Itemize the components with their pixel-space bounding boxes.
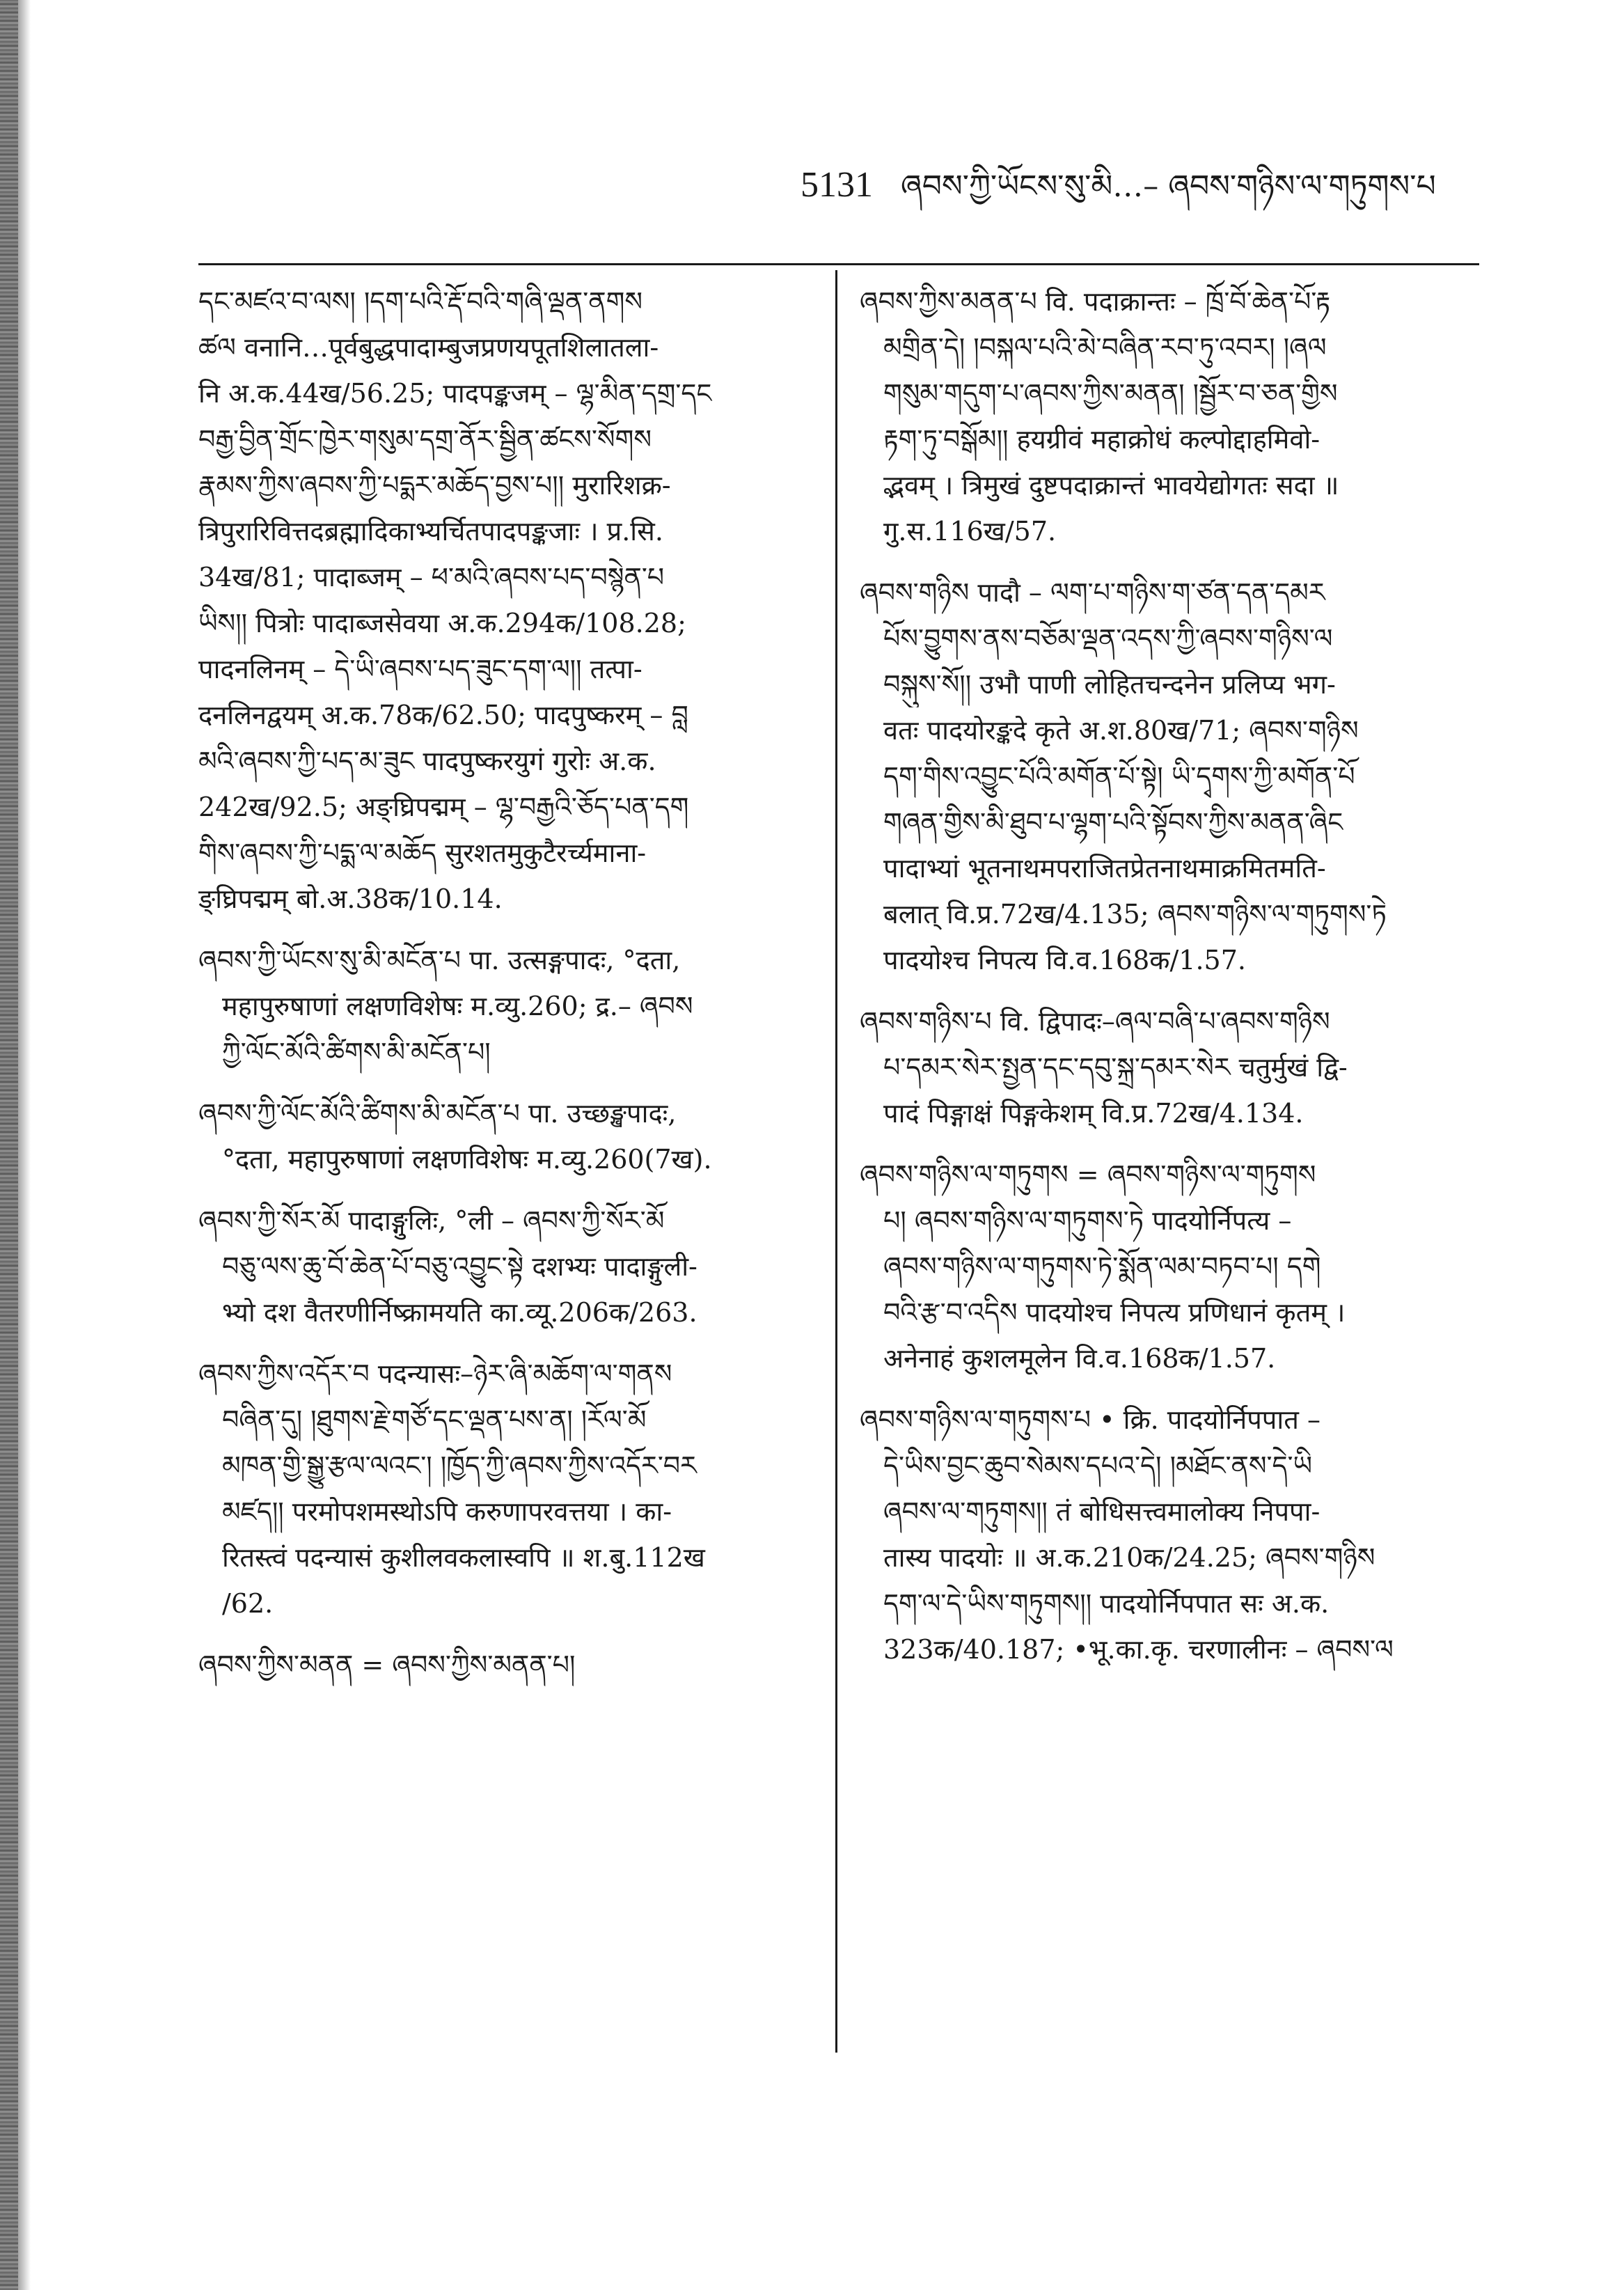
headword-line: ཞབས་ཀྱིས་མནན = ཞབས་ཀྱིས་མནན་པ།: [198, 1649, 576, 1680]
entry-line: अनेनाहं कुशलमूलेन वि.व.168क/1.57.: [883, 1343, 1276, 1374]
entry-line: པ་དམར་སེར་སྤྱན་དང་དབུ་སྐྲ་དམར་སེར चतुर्मुखं द्वि-: [883, 1052, 1348, 1083]
entry-line: पादयोश्च निपत्य वि.व.168क/1.57.: [883, 945, 1246, 975]
entry-line: དེ་ཡིས་བྱང་ཆུབ་སེམས་དཔའ་དེ། །མཐོང་ནས་དེ་ཡི: [883, 1450, 1313, 1481]
headword-line: ཞབས་གཉིས་ལ་གཏུགས་པ • क्रि. पादयोर्निपपात –: [860, 1404, 1321, 1435]
entry-line: རྟག་ཏུ་བསྒོམ།། हयग्रीवं महाक्रोधं कल्पोद्दाहमिवो-: [883, 424, 1321, 455]
dictionary-entry: [198, 1642, 814, 1688]
entry-line: पादनलिनम् – དེ་ཡི་ཞབས་པད་ཟུང་དག་ལ།། तत्पा-: [198, 654, 642, 684]
dictionary-entry: [198, 1090, 814, 1182]
dictionary-entry: [198, 1351, 814, 1626]
entry-line: पादाभ्यां भूतनाथमपराजितप्रेतनाथमाक्रमितमति-: [883, 853, 1326, 884]
entry-line: མའི་ཞབས་ཀྱི་པད་མ་ཟུང पादपुष्करयुगं गुरोः अ.क.: [198, 746, 656, 776]
entry-line: ཀྱི་ལོང་མོའི་ཚིགས་མི་མངོན་པ།: [222, 1037, 491, 1067]
headword-line: ཞབས་གཉིས་པ वि. द्विपादः–ཞལ་བཞི་པ་ཞབས་གཉིས: [860, 1006, 1330, 1037]
entry-line: བརྒྱ་བྱིན་གྲོང་ཁྱེར་གསུམ་དགྲ་ནོར་སྦྱིན་ཚངས་སོགས: [198, 424, 652, 455]
entry-line: 34ख/81; पादाब्जम् – ཕ་མའི་ཞབས་པད་བསྙེན་པ: [198, 562, 665, 593]
entry-line: དག་གིས་འབྱུང་པོའི་མགོན་པོ་སྟེ། ཡི་དྭགས་ཀྱི་མགོན་པོ: [883, 761, 1355, 792]
entry-line: མཁན་གྱི་སྒྱུ་རྩལ་ལའང་། །ཁྱོད་ཀྱི་ཞབས་ཀྱིས་འདོར་བར: [222, 1450, 697, 1481]
entry-line: ཞབས་གཉིས་ལ་གཏུགས་ཏེ་སྨོན་ལམ་བཏབ་པ། དགེ: [883, 1251, 1321, 1282]
dictionary-entry: [860, 279, 1479, 554]
headword-line: ཞབས་ཀྱི་སོར་མོ पादाङ्गुलिः, °ली – ཞབས་ཀྱི་སོར་མོ: [198, 1205, 665, 1236]
running-head: ཞབས་ཀྱི་ཡོངས་སུ་མི…– ཞབས་གཉིས་ལ་གཏུགས་པ: [901, 168, 1436, 204]
dictionary-entry: [198, 1198, 814, 1335]
page-number: 5131: [801, 165, 873, 205]
header-rule: [198, 263, 1479, 265]
entry-line: བའི་རྩ་བ་འདིས पादयोश्च निपत्य प्रणिधानं कृतम् ।: [883, 1297, 1346, 1328]
headword-line: ཞབས་ཀྱི་ལོང་མོའི་ཚིགས་མི་མངོན་པ पा. उच्छङ्खपादः,: [198, 1098, 677, 1129]
entry-line: महापुरुषाणां लक्षणविशेषः म.व्यु.260; द्र.– ཞབས: [222, 991, 693, 1021]
right-column: [860, 279, 1479, 2270]
entry-line: नि अ.क.44ख/56.25; पादपङ्कजम् – ལྷ་མིན་དགྲ་དང: [198, 378, 712, 409]
entry-line: རྣམས་ཀྱིས་ཞབས་ཀྱི་པདྨར་མཆོད་བྱས་པ།། मुरारिशक्र-: [198, 470, 671, 501]
left-column: [198, 279, 814, 2270]
entry-line: भ्यो दश वैतरणीर्निष्क्रामयति का.व्यू.206क/263.: [222, 1297, 697, 1328]
entry-line: ཚལ वनानि…पूर्वबुद्धपादाम्बुजप्रणयपूतशिलातला-: [198, 332, 659, 363]
entry-line: द्भवम् । त्रिमुखं दुष्टपदाक्रान्तं भावयेद्योगतः सदा ॥: [883, 470, 1339, 501]
dictionary-entry: [860, 998, 1479, 1136]
dictionary-entry: [860, 1152, 1479, 1381]
headword-line: ཞབས་གཉིས་ལ་གཏུགས = ཞབས་གཉིས་ལ་གཏུགས: [860, 1159, 1316, 1190]
binding-shadow: [18, 0, 31, 2290]
entry-line: °दता, महापुरुषाणां लक्षणविशेषः म.व्यु.260(7ख).: [222, 1144, 712, 1175]
headword-line: ཞབས་ཀྱིས་འདོར་བ पदन्यासः–ཉེར་ཞི་མཆོག་ལ་གནས: [198, 1358, 672, 1389]
entry-line: गु.स.116ख/57.: [883, 516, 1057, 547]
entry-line: 323क/40.187; •भू.का.कृ. चरणालीनः – ཞབས་ལ: [883, 1634, 1394, 1665]
entry-line: ཞབས་ལ་གཏུགས།། तं बोधिसत्त्वमालोक्य निपपा-: [883, 1496, 1321, 1527]
entry-line: པོས་བྱུགས་ནས་བཅོམ་ལྡན་འདས་ཀྱི་ཞབས་གཉིས་ལ: [883, 623, 1333, 654]
entry-line: མཛད།། परमोपशमस्थोऽपि करुणापरवत्तया । का-: [222, 1496, 672, 1527]
headword-line: ཞབས་གཉིས पादौ – ལག་པ་གཉིས་ག་ཙན་དན་དམར: [860, 577, 1325, 608]
entry-line: དག་ལ་དེ་ཡིས་གཏུགས།། पादयोर्निपपात सः अ.क.: [883, 1588, 1330, 1619]
entry-line: དང་མཛའ་བ་ལས། །དག་པའི་རྡོ་བའི་གཞི་ལྡན་ནགས: [198, 286, 642, 317]
entry-line: बलात् वि.प्र.72ख/4.135; ཞབས་གཉིས་ལ་གཏུགས་ཏེ: [883, 899, 1387, 930]
dictionary-entry: [198, 937, 814, 1075]
entry-line: रितस्त्वं पदन्यासं कुशीलवकलास्वपि ॥ श.बु.112ख: [222, 1542, 705, 1573]
headword-line: ཞབས་ཀྱིས་མནན་པ वि. पदाक्रान्तः – ཁྲོ་བོ་ཆེན་པོ་རྟ: [860, 286, 1331, 317]
entry-line: ཡིས།། पित्रोः पादाब्जसेवया अ.क.294क/108.28;: [198, 608, 686, 638]
entry-line: བསྐུས་སོ།། उभौ पाणी लोहितचन्दनेन प्रलिप्य भग-: [883, 669, 1336, 700]
dictionary-entry: [860, 570, 1479, 983]
entry-line: 242ख/92.5; अङ्घ्रिपद्मम् – ལྷ་བརྒྱའི་ཅོད་པན་དག: [198, 792, 689, 822]
entry-line: पादं पिङ्गाक्षं पिङ्गकेशम् वि.प्र.72ख/4.134.: [883, 1098, 1304, 1129]
entry-line: दनलिनद्वयम् अ.क.78क/62.50; पादपुष्करम् – བླ: [198, 700, 688, 730]
headword-line: ཞབས་ཀྱི་ཡོངས་སུ་མི་མངོན་པ पा. उत्सङ्गपादः, °दता,: [198, 945, 681, 975]
entry-line: तास्य पादयोः ॥ अ.क.210क/24.25; ཞབས་གཉིས: [883, 1542, 1375, 1573]
entry-line: བཅུ་ལས་ཆུ་བོ་ཆེན་པོ་བཅུ་འབྱུང་སྟེ दशभ्यः पादाङ्गुली-: [222, 1251, 697, 1282]
entry-line: གིས་ཞབས་ཀྱི་པདྨ་ལ་མཆོད सुरशतमुकुटैरर्च्यमाना-: [198, 838, 647, 868]
entry-line: པ། ཞབས་གཉིས་ལ་གཏུགས་ཏེ पादयोर्निपत्य –: [883, 1205, 1292, 1236]
entry-line: གཞན་གྱིས་མི་ཐུབ་པ་ལྷག་པའི་སྟོབས་ཀྱིས་མནན་ཞིང: [883, 807, 1343, 838]
entry-line: वतः पादयोरङ्कदे कृते अ.श.80ख/71; ཞབས་གཉིས: [883, 715, 1359, 746]
entry-line: त्रिपुरारिवित्तदब्रह्मादिकाभ्यर्चितपादपङ्कजाः । प्र.सि.: [198, 516, 663, 547]
continuation-entry: [198, 279, 814, 922]
entry-line: /62.: [222, 1588, 274, 1619]
page-header: [801, 152, 1504, 207]
entry-line: གསུམ་གདུག་པ་ཞབས་ཀྱིས་མནན། །སྦྱོར་བ་ཅན་གྱིས: [883, 378, 1338, 409]
dictionary-entry: [860, 1397, 1479, 1672]
entry-line: བཞིན་དུ། །ཐུགས་རྗེ་གཙོ་དང་ལྡན་པས་ན། །རོལ་མོ: [222, 1404, 647, 1435]
entry-line: ङ्घ्रिपद्मम् बो.अ.38क/10.14.: [198, 884, 503, 914]
book-binding-edge: [0, 0, 18, 2290]
entry-line: མགྲིན་དེ། །བསྐལ་པའི་མེ་བཞིན་རབ་ཏུ་འབར། །ཞལ: [883, 332, 1327, 363]
column-divider: [835, 270, 837, 2053]
